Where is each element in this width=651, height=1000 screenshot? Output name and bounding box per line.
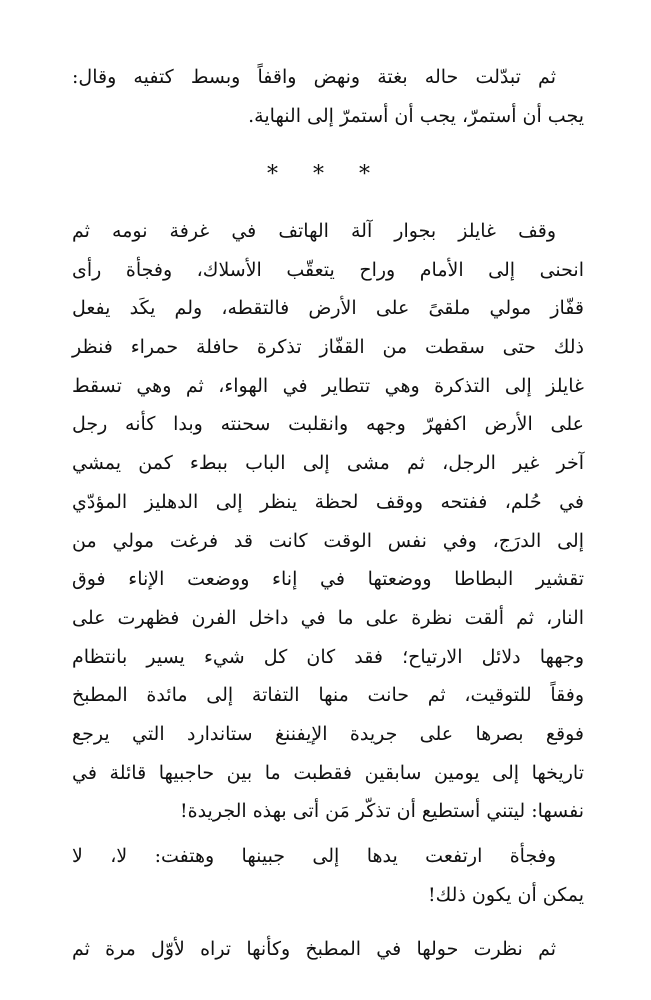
text-line: إلى الدرَج، وفي نفس الوقت كانت قد فرغت مولي من xyxy=(72,529,584,552)
text-line: في حُلم، ففتحه ووقف لحظة ينظر إلى الدهليز المؤدّي xyxy=(72,490,584,513)
section-separator: * * * xyxy=(267,162,384,187)
text-line: ثم نظرت حولها في المطبخ وكأنها تراه لأوّل مرة ثم xyxy=(72,938,556,960)
text-line: تقشير البطاطا ووضعتها في إناء ووضعت الإناء فوق xyxy=(72,568,584,591)
paragraph-4 xyxy=(72,930,584,969)
text-line: وفقاً للتوقيت، ثم حانت منها التفاتة إلى مائدة المطبخ xyxy=(72,684,584,707)
paragraph-3 xyxy=(72,837,584,914)
text-line: النار، ثم ألقت نظرة على ما في داخل الفرن فظهرت على xyxy=(72,606,584,629)
text-line: ثم تبدّلت حاله بغتة ونهض واقفاً وبسط كتفيه وقال: xyxy=(72,66,556,88)
text-line: ذلك حتى سقطت من القفّاز تذكرة حافلة حمراء فنظر xyxy=(72,336,584,359)
text-line: انحنى إلى الأمام وراح يتعقّب الأسلاك، وفجأة رأى xyxy=(72,258,584,281)
text-line: تاريخها إلى يومين سابقين فقطبت ما بين حاجبيها قائلة في xyxy=(72,761,584,784)
text-line: وفجأة ارتفعت يدها إلى جبينها وهتفت: لا، لا xyxy=(72,845,556,867)
text-line: وجهها دلائل الارتياح؛ فقد كان كل شيء يسير بانتظام xyxy=(72,645,584,668)
paragraph-2 xyxy=(72,212,584,831)
paragraph-1 xyxy=(72,58,584,135)
text-line: آخر غير الرجل، ثم مشى إلى الباب ببطء كمن يمشي xyxy=(72,452,584,475)
text-line: قفّاز مولي ملقىً على الأرض فالتقطه، ولم يكَد يفعل xyxy=(72,297,584,320)
text-line: نفسها: ليتني أستطيع أن تذكّر مَن أتى بهذه الجريدة! xyxy=(179,800,584,823)
text-line: فوقع بصرها على جريدة الإيفننغ ستاندارد التي يرجع xyxy=(72,722,584,745)
text-line: غايلز إلى التذكرة وهي تتطاير في الهواء، ثم وهي تسقط xyxy=(72,374,584,397)
text-line: وقف غايلز بجوار آلة الهاتف في غرفة نومه ثم xyxy=(72,220,556,242)
text-line: يجب أن أستمرّ، يجب أن أستمرّ إلى النهاية. xyxy=(248,104,584,127)
text-line: على الأرض اكفهرّ وجهه وانقلبت سحنته وبدا كأنه رجل xyxy=(72,413,584,436)
text-line: يمكن أن يكون ذلك! xyxy=(427,883,584,906)
